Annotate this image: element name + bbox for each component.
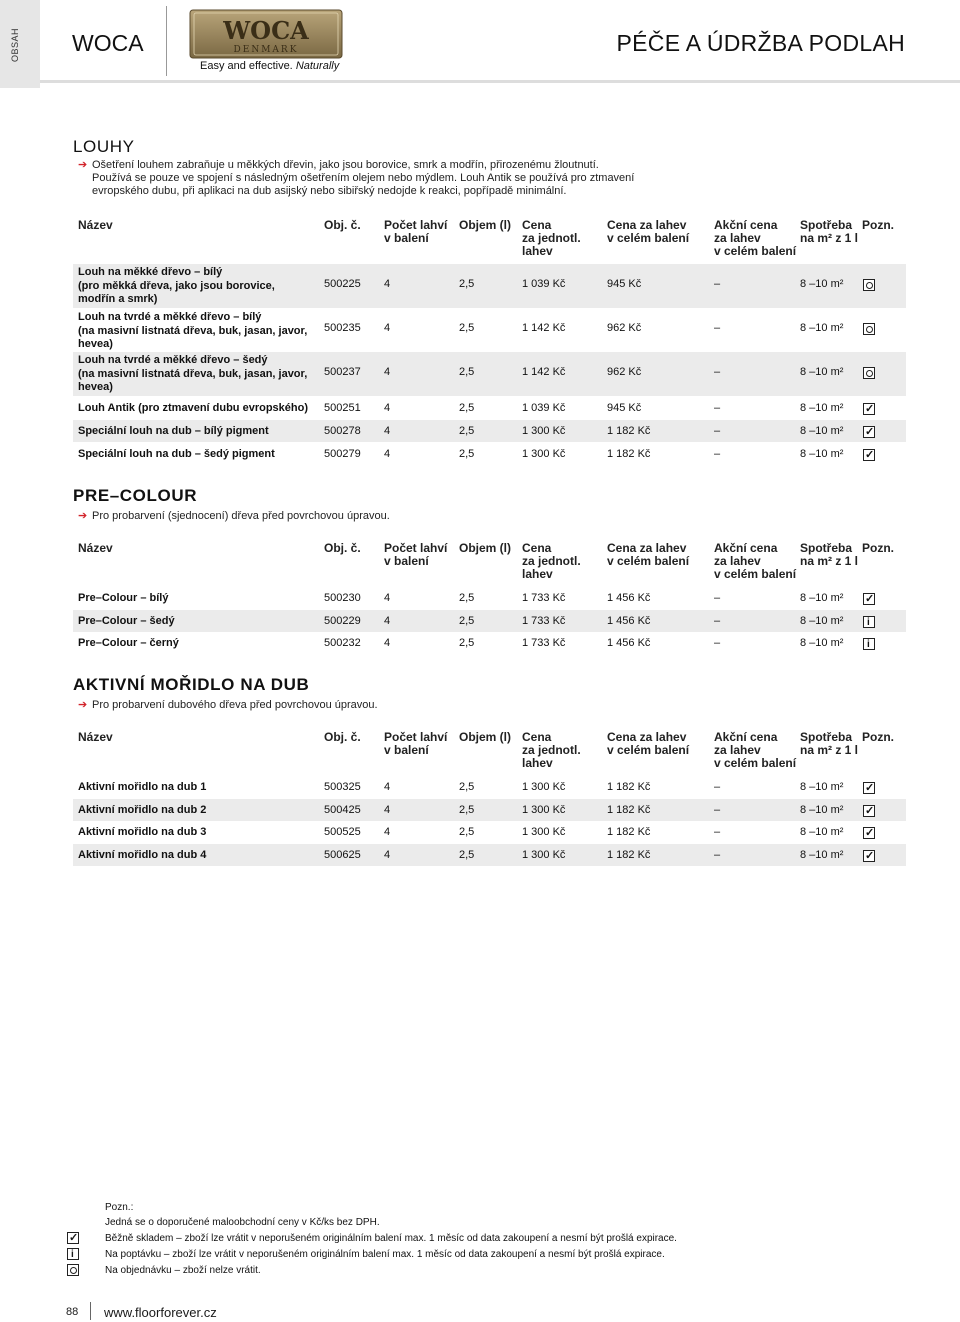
cell-total: 1 182 Kč (607, 425, 651, 437)
product-name-line: hevea) (78, 338, 113, 350)
cell-obj: 500425 (324, 804, 361, 816)
cell-count: 4 (384, 804, 391, 816)
info-icon (863, 638, 875, 650)
product-name-line: Louh na tvrdé a měkké dřevo – bílý (78, 311, 262, 323)
check-icon (863, 593, 875, 605)
cell-volume: 2,5 (459, 804, 475, 816)
page-title: PÉČE A ÚDRŽBA PODLAH (616, 30, 905, 56)
cell-volume: 2,5 (459, 637, 475, 649)
cell-obj: 500225 (324, 278, 361, 290)
product-name (78, 615, 175, 629)
footer-divider (90, 1302, 91, 1320)
product-name-line: Aktivní mořidlo na dub 4 (78, 849, 207, 861)
cell-total: 945 Kč (607, 278, 642, 290)
cell-volume: 2,5 (459, 448, 475, 460)
product-name (78, 402, 308, 416)
check-icon (863, 403, 875, 415)
cell-volume: 2,5 (459, 278, 475, 290)
product-name-line: Aktivní mořidlo na dub 2 (78, 804, 207, 816)
check-icon (863, 850, 875, 862)
section-intro-moridlo: ➔ Pro probarvení dubového dřeva před povrchovou úpravou. (78, 699, 378, 711)
check-icon (863, 426, 875, 438)
check-icon (863, 805, 875, 817)
footer-url-link[interactable]: www.floorforever.cz (104, 1305, 217, 1320)
section-intro-precolour: ➔ Pro probarvení (sjednocení) dřeva před povrchovou úpravou. (78, 510, 390, 522)
product-name-line: Louh na tvrdé a měkké dřevo – šedý (78, 354, 268, 366)
table-row (73, 632, 906, 654)
cell-price: 1 733 Kč (522, 637, 566, 649)
product-name-line: (na masivní listnatá dřeva, buk, jasan, javor, (78, 324, 308, 337)
cell-price: 1 142 Kč (522, 322, 566, 334)
cell-count: 4 (384, 592, 391, 604)
cell-count: 4 (384, 826, 391, 838)
table-row (73, 309, 906, 351)
section-intro-louhy: ➔ Ošetření louhem zabraňuje u měkkých dřevin, jako jsou borovice, smrk a modřín, přirozenému žloutnutí. Používá se pouze ve spojení s následným ošetřením olejem nebo mýdlem. Louh Antik se používá pro ztmavení evropského dubu, při aplikaci na dub asijský nebo sibiřský nedojde k reakci, popřípadě minimální. (78, 159, 635, 197)
cell-price: 1 300 Kč (522, 849, 566, 861)
cell-price: 1 142 Kč (522, 366, 566, 378)
cell-price: 1 300 Kč (522, 804, 566, 816)
cell-obj: 500230 (324, 592, 361, 604)
product-name (78, 266, 275, 307)
cell-usage: 8 –10 m² (800, 592, 844, 604)
table-row (73, 352, 906, 396)
cell-total: 962 Kč (607, 366, 642, 378)
product-name-line: Louh na měkké dřevo – bílý (78, 266, 223, 278)
table-row (73, 420, 906, 442)
side-tab-label: OBSAH (10, 27, 20, 62)
table-row (73, 821, 906, 843)
order-icon (67, 1264, 79, 1276)
check-icon (863, 782, 875, 794)
cell-promo: – (714, 448, 721, 460)
table-row (73, 799, 906, 821)
cell-count: 4 (384, 366, 391, 378)
table-row (73, 610, 906, 632)
cell-usage: 8 –10 m² (800, 448, 844, 460)
table-row (73, 443, 906, 465)
check-icon (67, 1232, 79, 1244)
check-icon (863, 449, 875, 461)
cell-promo: – (714, 402, 721, 414)
logo-text-denmark: DENMARK (233, 45, 299, 55)
product-name (78, 425, 269, 439)
table-row (73, 587, 906, 609)
side-tab-obsah[interactable] (0, 0, 40, 88)
cell-price: 1 733 Kč (522, 592, 566, 604)
cell-price: 1 733 Kč (522, 615, 566, 627)
cell-usage: 8 –10 m² (800, 826, 844, 838)
cell-usage: 8 –10 m² (800, 322, 844, 334)
cell-promo: – (714, 278, 721, 290)
cell-price: 1 300 Kč (522, 425, 566, 437)
cell-count: 4 (384, 425, 391, 437)
cell-obj: 500625 (324, 849, 361, 861)
product-name-line: Speciální louh na dub – šedý pigment (78, 448, 275, 460)
cell-promo: – (714, 615, 721, 627)
product-name (78, 849, 206, 863)
cell-obj: 500229 (324, 615, 361, 627)
arrow-icon: ➔ (78, 510, 88, 522)
woca-logo (189, 9, 343, 59)
order-icon (863, 323, 875, 335)
cell-total: 1 456 Kč (607, 615, 651, 627)
cell-count: 4 (384, 278, 391, 290)
product-name-line: Aktivní mořidlo na dub 1 (78, 781, 207, 793)
cell-usage: 8 –10 m² (800, 804, 844, 816)
product-name-line: hevea) (78, 381, 113, 393)
cell-promo: – (714, 849, 721, 861)
table-row (73, 844, 906, 866)
cell-total: 962 Kč (607, 322, 642, 334)
product-name (78, 448, 275, 462)
notes-heading: Pozn.: (105, 1202, 134, 1213)
table-row (73, 397, 906, 419)
cell-volume: 2,5 (459, 615, 475, 627)
cell-count: 4 (384, 637, 391, 649)
table-row (73, 264, 906, 308)
product-name-line: Louh Antik (pro ztmavení dubu evropského) (78, 402, 308, 414)
cell-total: 1 456 Kč (607, 637, 651, 649)
cell-usage: 8 –10 m² (800, 637, 844, 649)
cell-promo: – (714, 366, 721, 378)
cell-total: 1 182 Kč (607, 849, 651, 861)
cell-volume: 2,5 (459, 849, 475, 861)
product-name (78, 311, 307, 352)
note-line: Jedná se o doporučené maloobchodní ceny v Kč/ks bez DPH. (105, 1217, 380, 1228)
cell-obj: 500525 (324, 826, 361, 838)
cell-count: 4 (384, 448, 391, 460)
cell-price: 1 039 Kč (522, 278, 566, 290)
product-name (78, 804, 206, 818)
cell-promo: – (714, 826, 721, 838)
brand-title: WOCA (72, 30, 144, 56)
arrow-icon: ➔ (78, 159, 88, 171)
note-line: Na objednávku – zboží nelze vrátit. (105, 1265, 261, 1276)
cell-count: 4 (384, 322, 391, 334)
cell-obj: 500232 (324, 637, 361, 649)
cell-total: 1 456 Kč (607, 592, 651, 604)
section-title-precolour: PRE–COLOUR (73, 486, 198, 505)
product-name (78, 781, 206, 795)
note-line: Na poptávku – zboží lze vrátit v neporušeném originálním balení max. 1 měsíc od data zakoupení a nesmí být prošlá expirace. (105, 1249, 665, 1260)
cell-total: 1 182 Kč (607, 781, 651, 793)
cell-total: 1 182 Kč (607, 804, 651, 816)
cell-count: 4 (384, 849, 391, 861)
cell-usage: 8 –10 m² (800, 366, 844, 378)
cell-promo: – (714, 804, 721, 816)
logo-text-woca: WOCA (223, 16, 309, 45)
cell-count: 4 (384, 402, 391, 414)
table-row (73, 776, 906, 798)
cell-obj: 500237 (324, 366, 361, 378)
note-line: Běžně skladem – zboží lze vrátit v neporušeném originálním balení max. 1 měsíc od data zakoupení a nesmí být prošlá expirace. (105, 1233, 677, 1244)
cell-volume: 2,5 (459, 425, 475, 437)
product-name-line: modřín a smrk) (78, 293, 158, 305)
cell-promo: – (714, 425, 721, 437)
product-name (78, 826, 206, 840)
cell-promo: – (714, 322, 721, 334)
cell-total: 945 Kč (607, 402, 642, 414)
product-name-line: Aktivní mořidlo na dub 3 (78, 826, 207, 838)
cell-price: 1 300 Kč (522, 826, 566, 838)
cell-obj: 500325 (324, 781, 361, 793)
check-icon (863, 827, 875, 839)
cell-volume: 2,5 (459, 781, 475, 793)
product-name (78, 592, 168, 606)
section-title-moridlo: AKTIVNÍ MOŘIDLO NA DUB (73, 675, 310, 694)
section-title-louhy: LOUHY (73, 137, 135, 156)
cell-count: 4 (384, 615, 391, 627)
cell-promo: – (714, 637, 721, 649)
product-name-line: (pro měkká dřeva, jako jsou borovice, (78, 279, 275, 292)
cell-obj: 500251 (324, 402, 361, 414)
cell-volume: 2,5 (459, 366, 475, 378)
cell-usage: 8 –10 m² (800, 425, 844, 437)
cell-volume: 2,5 (459, 322, 475, 334)
header-divider (166, 6, 167, 76)
product-name-line: (na masivní listnatá dřeva, buk, jasan, javor, (78, 367, 308, 380)
cell-usage: 8 –10 m² (800, 781, 844, 793)
product-name-line: Pre–Colour – bílý (78, 592, 169, 604)
cell-volume: 2,5 (459, 592, 475, 604)
product-name-line: Speciální louh na dub – bílý pigment (78, 425, 269, 437)
cell-promo: – (714, 781, 721, 793)
order-icon (863, 367, 875, 379)
cell-volume: 2,5 (459, 826, 475, 838)
cell-usage: 8 –10 m² (800, 402, 844, 414)
product-name-line: Pre–Colour – černý (78, 637, 179, 649)
product-name-line: Pre–Colour – šedý (78, 615, 175, 627)
cell-price: 1 300 Kč (522, 448, 566, 460)
cell-obj: 500235 (324, 322, 361, 334)
info-icon (67, 1248, 79, 1260)
cell-total: 1 182 Kč (607, 448, 651, 460)
cell-usage: 8 –10 m² (800, 849, 844, 861)
order-icon (863, 279, 875, 291)
info-icon (863, 616, 875, 628)
cell-obj: 500279 (324, 448, 361, 460)
cell-price: 1 300 Kč (522, 781, 566, 793)
cell-usage: 8 –10 m² (800, 615, 844, 627)
cell-usage: 8 –10 m² (800, 278, 844, 290)
cell-volume: 2,5 (459, 402, 475, 414)
header-rule (40, 80, 960, 83)
cell-count: 4 (384, 781, 391, 793)
cell-promo: – (714, 592, 721, 604)
cell-obj: 500278 (324, 425, 361, 437)
product-name (78, 354, 307, 395)
slogan: Easy and effective. Naturally (200, 60, 340, 72)
cell-total: 1 182 Kč (607, 826, 651, 838)
arrow-icon: ➔ (78, 699, 88, 711)
cell-price: 1 039 Kč (522, 402, 566, 414)
page-number: 88 (66, 1306, 79, 1318)
product-name (78, 637, 179, 651)
